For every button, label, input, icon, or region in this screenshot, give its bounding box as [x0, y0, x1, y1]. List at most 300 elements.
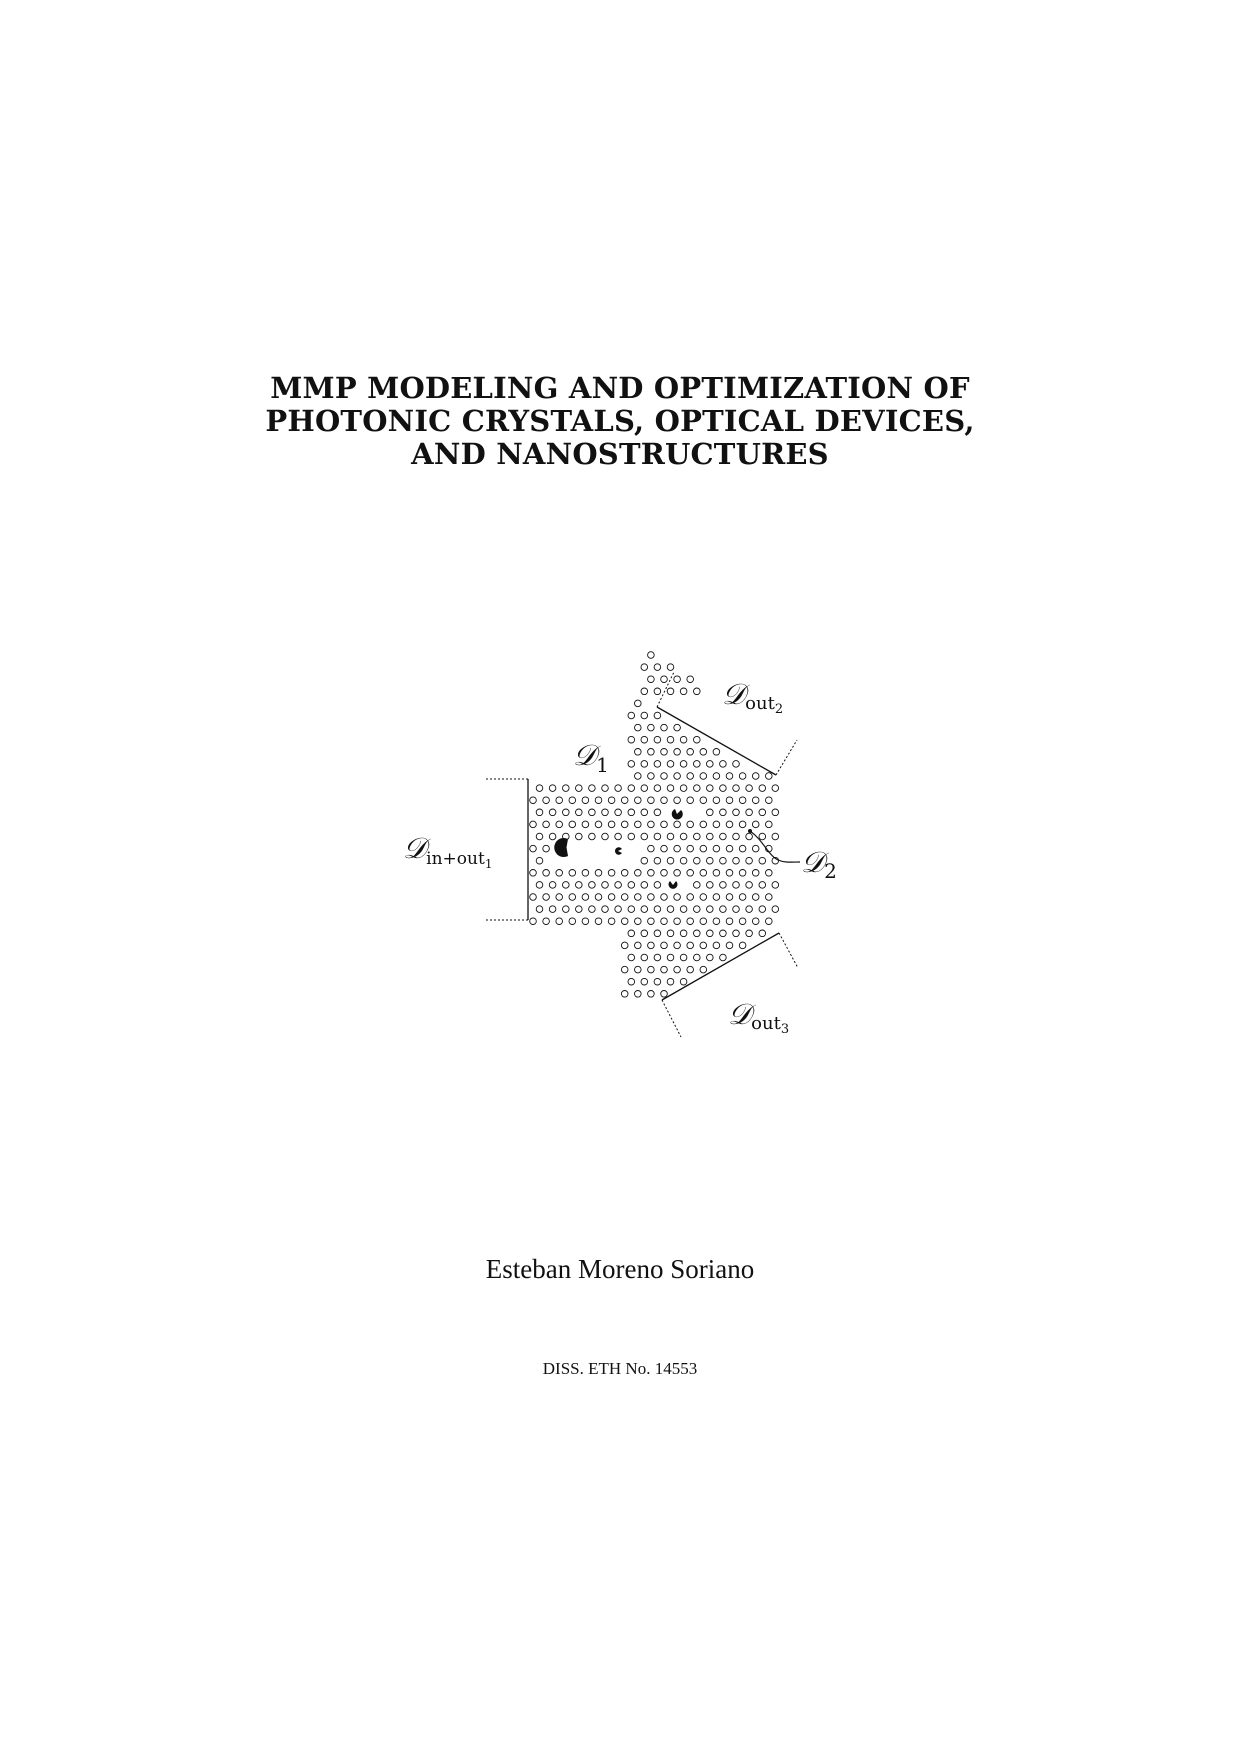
lattice-hole	[648, 652, 655, 659]
label-d-out-3-subsub: 3	[780, 1022, 790, 1037]
lattice-hole	[713, 918, 720, 925]
lattice-hole	[641, 857, 648, 864]
lattice-hole	[674, 773, 681, 780]
lattice-hole	[667, 688, 674, 695]
lattice-hole	[621, 991, 628, 998]
lattice-hole	[569, 894, 576, 901]
lattice-hole	[687, 749, 694, 756]
lattice-hole	[621, 894, 628, 901]
lattice-hole	[667, 857, 674, 864]
lattice-hole	[674, 845, 681, 852]
lattice-hole	[530, 821, 537, 828]
lattice-hole	[549, 833, 556, 840]
lattice-hole	[726, 821, 733, 828]
lattice-hole	[641, 906, 648, 913]
label-d-out-3	[728, 997, 789, 1037]
defect-rod-upper	[672, 809, 683, 820]
lattice-hole	[641, 736, 648, 743]
label-d-out-2-subsub: 2	[774, 702, 784, 717]
label-d-out-2-sub: out	[745, 693, 775, 714]
lattice-hole	[759, 833, 766, 840]
lattice-hole	[536, 857, 543, 864]
lattice-hole	[694, 882, 701, 889]
lattice-hole	[556, 918, 563, 925]
lattice-hole	[713, 942, 720, 949]
lattice-hole	[700, 918, 707, 925]
label-d-1	[573, 738, 609, 777]
lattice-hole	[713, 749, 720, 756]
lattice-hole	[707, 761, 714, 768]
lattice-hole	[687, 870, 694, 877]
lattice-hole	[700, 821, 707, 828]
lattice-hole	[674, 724, 681, 731]
lattice-hole	[654, 712, 661, 719]
lattice-hole	[733, 906, 740, 913]
lattice-hole	[569, 870, 576, 877]
lattice-hole	[543, 918, 550, 925]
label-d-in-out-1-main: 𝒟	[403, 831, 427, 865]
lattice-hole	[707, 954, 714, 961]
lattice-hole	[582, 918, 589, 925]
lattice-hole	[556, 821, 563, 828]
lattice-hole	[595, 918, 602, 925]
label-d-2-main: 𝒟	[801, 845, 825, 879]
lattice-hole	[700, 942, 707, 949]
label-d-in-out-1-subsub: 1	[484, 857, 493, 871]
lattice-hole	[661, 894, 668, 901]
lattice-hole	[700, 797, 707, 804]
lattice-hole	[654, 882, 661, 889]
lattice-hole	[713, 797, 720, 804]
lattice-hole	[687, 821, 694, 828]
lattice-hole	[563, 809, 570, 816]
label-d-out-2-main: 𝒟	[722, 677, 746, 711]
lattice-hole	[766, 870, 773, 877]
lattice-hole	[654, 857, 661, 864]
lattice-hole	[628, 930, 635, 937]
title-line-1: MMP MODELING AND OPTIMIZATION OF	[270, 371, 970, 405]
lattice-hole	[661, 845, 668, 852]
lattice-hole	[766, 773, 773, 780]
lattice-hole	[674, 942, 681, 949]
label-d-out-3-sub: out	[751, 1013, 781, 1034]
lattice-hole	[739, 918, 746, 925]
lattice-hole	[739, 845, 746, 852]
lattice-hole	[615, 809, 622, 816]
lattice-hole	[674, 821, 681, 828]
port-in-out-1	[486, 779, 528, 920]
lattice-hole	[713, 870, 720, 877]
lattice-hole	[667, 761, 674, 768]
lattice-hole	[661, 676, 668, 683]
lattice-hole	[674, 870, 681, 877]
lattice-hole	[726, 894, 733, 901]
title-line-2: PHOTONIC CRYSTALS, OPTICAL DEVICES,	[265, 404, 975, 438]
lattice-hole	[759, 930, 766, 937]
lattice-hole	[641, 664, 648, 671]
lattice-hole	[700, 894, 707, 901]
lattice-hole	[602, 833, 609, 840]
lattice-hole	[608, 894, 615, 901]
lattice-hole	[589, 833, 596, 840]
lattice-hole	[720, 761, 727, 768]
lattice-hole	[687, 942, 694, 949]
lattice-hole	[569, 821, 576, 828]
lattice-hole	[752, 773, 759, 780]
lattice-hole	[608, 870, 615, 877]
lattice-hole	[667, 664, 674, 671]
lattice-hole	[680, 833, 687, 840]
label-d-2	[801, 845, 837, 883]
lattice-hole	[635, 918, 642, 925]
lattice-hole	[635, 966, 642, 973]
lattice-hole	[746, 833, 753, 840]
lattice-hole	[720, 785, 727, 792]
lattice-hole	[635, 797, 642, 804]
lattice-hole	[654, 930, 661, 937]
lattice-hole	[661, 749, 668, 756]
lattice-hole	[680, 930, 687, 937]
lattice-hole	[589, 785, 596, 792]
label-d-out-3-main: 𝒟	[728, 997, 752, 1031]
lattice-hole	[635, 991, 642, 998]
lattice-hole	[654, 761, 661, 768]
lattice-hole	[530, 845, 537, 852]
lattice-hole	[641, 833, 648, 840]
lattice-hole	[569, 797, 576, 804]
lattice-hole	[726, 918, 733, 925]
lattice-hole	[530, 918, 537, 925]
lattice-hole	[621, 870, 628, 877]
lattice-hole	[654, 736, 661, 743]
lattice-hole	[595, 821, 602, 828]
lattice-hole	[667, 954, 674, 961]
lattice-hole	[766, 797, 773, 804]
lattice-hole	[628, 954, 635, 961]
lattice-hole	[720, 954, 727, 961]
lattice-hole	[680, 736, 687, 743]
lattice-hole	[674, 676, 681, 683]
lattice-hole	[680, 761, 687, 768]
defect-rod-lower	[669, 881, 678, 889]
lattice-hole	[739, 942, 746, 949]
lattice-hole	[746, 809, 753, 816]
lattice-hole	[621, 821, 628, 828]
lattice-hole	[648, 749, 655, 756]
lattice-hole	[635, 749, 642, 756]
lattice-hole	[720, 833, 727, 840]
lattice-hole	[536, 809, 543, 816]
lattice-hole	[615, 906, 622, 913]
lattice-hole	[654, 833, 661, 840]
lattice-hole	[713, 845, 720, 852]
lattice-hole	[667, 785, 674, 792]
lattice-hole	[556, 870, 563, 877]
lattice-hole	[667, 833, 674, 840]
lattice-hole	[621, 918, 628, 925]
lattice-hole	[648, 821, 655, 828]
lattice-hole	[576, 809, 583, 816]
lattice-hole	[543, 797, 550, 804]
lattice-hole	[582, 797, 589, 804]
lattice-hole	[720, 809, 727, 816]
lattice-hole	[641, 688, 648, 695]
lattice-hole	[726, 942, 733, 949]
lattice-hole	[556, 797, 563, 804]
lattice-hole	[569, 918, 576, 925]
lattice-hole	[582, 821, 589, 828]
lattice-hole	[733, 833, 740, 840]
lattice-hole	[700, 966, 707, 973]
lattice-hole	[766, 918, 773, 925]
lattice-hole	[641, 978, 648, 985]
lattice-hole	[739, 870, 746, 877]
lattice-hole	[628, 785, 635, 792]
lattice-hole	[707, 785, 714, 792]
lattice-hole	[752, 797, 759, 804]
lattice-hole	[739, 821, 746, 828]
lattice-hole	[700, 870, 707, 877]
lattice-hole	[589, 809, 596, 816]
lattice-hole	[654, 906, 661, 913]
lattice-hole	[648, 870, 655, 877]
lattice-hole	[720, 906, 727, 913]
lattice-hole	[694, 954, 701, 961]
lattice-hole	[733, 857, 740, 864]
lattice-hole	[648, 942, 655, 949]
lattice-hole	[661, 821, 668, 828]
lattice-hole	[726, 797, 733, 804]
lattice-hole	[549, 906, 556, 913]
lattice-hole	[759, 785, 766, 792]
lattice-hole	[543, 845, 550, 852]
lattice-hole	[772, 882, 779, 889]
lattice-hole	[752, 845, 759, 852]
lattice-hole	[661, 942, 668, 949]
label-d-1-main: 𝒟	[573, 738, 597, 772]
lattice-hole	[733, 930, 740, 937]
defect-rod-large	[554, 838, 568, 857]
lattice-hole	[772, 785, 779, 792]
lattice-hole	[674, 966, 681, 973]
lattice-hole	[635, 894, 642, 901]
lattice-hole	[635, 724, 642, 731]
lattice-hole	[720, 930, 727, 937]
lattice-hole	[628, 833, 635, 840]
lattice-hole	[608, 797, 615, 804]
lattice-hole	[595, 894, 602, 901]
lattice-hole	[674, 894, 681, 901]
lattice-hole	[654, 664, 661, 671]
lattice-hole	[648, 724, 655, 731]
lattice-hole	[746, 882, 753, 889]
lattice-hole	[752, 918, 759, 925]
lattice-hole	[700, 845, 707, 852]
lattice-hole	[563, 882, 570, 889]
lattice-hole	[635, 870, 642, 877]
label-d-2-sub: 2	[824, 859, 837, 883]
lattice-hole	[635, 821, 642, 828]
lattice-hole	[576, 906, 583, 913]
lattice-hole	[733, 882, 740, 889]
lattice-hole	[589, 906, 596, 913]
lattice-hole	[700, 749, 707, 756]
lattice-hole	[680, 954, 687, 961]
lattice-hole	[602, 906, 609, 913]
lattice-hole	[628, 978, 635, 985]
lattice-hole	[543, 821, 550, 828]
lattice-hole	[641, 809, 648, 816]
lattice-hole	[680, 688, 687, 695]
lattice-hole	[563, 785, 570, 792]
lattice-hole	[759, 857, 766, 864]
lattice-hole	[739, 773, 746, 780]
lattice-hole	[720, 882, 727, 889]
lattice-hole	[713, 773, 720, 780]
lattice-hole	[530, 870, 537, 877]
lattice-hole	[772, 833, 779, 840]
lattice-hole	[667, 906, 674, 913]
lattice-hole	[687, 676, 694, 683]
lattice-hole	[621, 942, 628, 949]
lattice-hole	[602, 882, 609, 889]
lattice-hole	[707, 882, 714, 889]
lattice-hole	[602, 809, 609, 816]
lattice-hole	[733, 785, 740, 792]
lattice-hole	[707, 833, 714, 840]
lattice-hole	[641, 882, 648, 889]
lattice-hole	[746, 906, 753, 913]
lattice-hole	[700, 773, 707, 780]
lattice-hole	[746, 930, 753, 937]
lattice-hole	[641, 954, 648, 961]
lattice-hole	[628, 736, 635, 743]
label-d-1-sub: 1	[596, 753, 609, 777]
lattice-hole	[707, 809, 714, 816]
lattice-hole	[680, 978, 687, 985]
lattice-hole	[595, 797, 602, 804]
lattice-hole	[752, 870, 759, 877]
lattice-hole	[648, 845, 655, 852]
lattice-hole	[746, 857, 753, 864]
lattice-hole	[543, 894, 550, 901]
lattice-hole	[733, 761, 740, 768]
lattice-hole	[759, 882, 766, 889]
lattice-hole	[687, 918, 694, 925]
lattice-hole	[667, 736, 674, 743]
lattice-hole	[589, 882, 596, 889]
lattice-hole	[687, 845, 694, 852]
lattice-hole	[667, 978, 674, 985]
label-d-out-2	[722, 677, 783, 717]
lattice-hole	[694, 761, 701, 768]
lattice-hole	[621, 797, 628, 804]
lattice-hole	[641, 930, 648, 937]
lattice-hole	[628, 906, 635, 913]
lattice-hole	[549, 882, 556, 889]
lattice-hole	[536, 785, 543, 792]
lattice-hole	[707, 906, 714, 913]
lattice-hole	[595, 870, 602, 877]
lattice-hole	[680, 857, 687, 864]
lattice-hole	[707, 930, 714, 937]
lattice-hole	[752, 821, 759, 828]
lattice-hole	[726, 870, 733, 877]
lattice-hole	[674, 918, 681, 925]
label-d-in-out-1	[403, 831, 492, 871]
lattice-hole	[608, 821, 615, 828]
lattice-hole	[654, 688, 661, 695]
lattice-hole	[674, 749, 681, 756]
lattice-hole	[739, 894, 746, 901]
lattice-hole	[687, 894, 694, 901]
lattice-hole	[707, 857, 714, 864]
lattice-hole	[602, 785, 609, 792]
lattice-hole	[772, 809, 779, 816]
lattice-hole	[543, 870, 550, 877]
lattice-hole	[654, 785, 661, 792]
lattice-hole	[615, 833, 622, 840]
lattice-hole	[635, 773, 642, 780]
lattice-hole	[635, 942, 642, 949]
lattice-hole	[661, 797, 668, 804]
lattice-hole	[654, 809, 661, 816]
lattice-hole	[536, 833, 543, 840]
lattice-hole	[648, 966, 655, 973]
lattice-hole	[694, 785, 701, 792]
lattice-hole	[641, 761, 648, 768]
lattice-hole	[615, 882, 622, 889]
lattice-hole	[713, 821, 720, 828]
lattice-hole	[752, 894, 759, 901]
lattice-hole	[661, 870, 668, 877]
lattice-hole	[694, 833, 701, 840]
lattice-hole	[687, 966, 694, 973]
lattice-hole	[654, 954, 661, 961]
lattice-hole	[759, 809, 766, 816]
dissertation-number: DISS. ETH No. 14553	[542, 1359, 698, 1378]
lattice-hole	[556, 894, 563, 901]
lattice-hole	[759, 906, 766, 913]
lattice-hole	[687, 773, 694, 780]
lattice-hole	[674, 797, 681, 804]
author-name: Esteban Moreno Soriano	[485, 1254, 755, 1284]
lattice-hole	[582, 894, 589, 901]
label-d-in-out-1-sub: in+out	[426, 849, 485, 869]
lattice-hole	[694, 688, 701, 695]
lattice-hole	[661, 991, 668, 998]
lattice-hole	[628, 882, 635, 889]
lattice-hole	[576, 882, 583, 889]
lattice-hole	[648, 773, 655, 780]
lattice-hole	[694, 906, 701, 913]
lattice-hole	[530, 894, 537, 901]
lattice-hole	[576, 833, 583, 840]
lattice-hole	[615, 785, 622, 792]
lattice-hole	[549, 809, 556, 816]
lattice-hole	[635, 700, 642, 707]
lattice-hole	[648, 894, 655, 901]
lattice-hole	[530, 797, 537, 804]
lattice-hole	[648, 991, 655, 998]
lattice-hole	[536, 906, 543, 913]
lattice-hole	[628, 809, 635, 816]
lattice-hole	[680, 785, 687, 792]
lattice-hole	[641, 712, 648, 719]
lattice-hole	[694, 930, 701, 937]
lattice-hole	[648, 676, 655, 683]
lattice-hole	[687, 797, 694, 804]
